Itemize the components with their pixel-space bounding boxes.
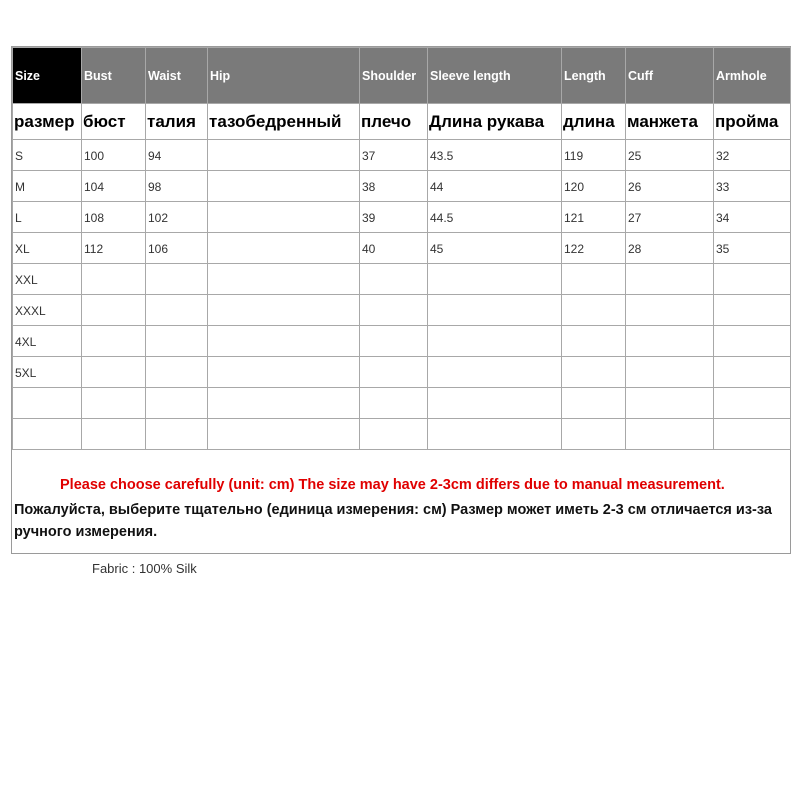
table-cell bbox=[208, 140, 360, 171]
table-cell bbox=[208, 202, 360, 233]
table-row bbox=[13, 388, 791, 419]
table-cell: 94 bbox=[146, 140, 208, 171]
table-cell bbox=[13, 419, 82, 450]
note-russian: Пожалуйста, выберите тщательно (единица измерения: см) Размер может иметь 2-3 см отличается из-за ручного измерения. bbox=[14, 502, 772, 540]
table-cell: 98 bbox=[146, 171, 208, 202]
table-cell: пройма bbox=[714, 104, 791, 140]
table-cell bbox=[714, 419, 791, 450]
table-cell bbox=[82, 388, 146, 419]
table-cell: 108 bbox=[82, 202, 146, 233]
table-cell bbox=[360, 264, 428, 295]
table-cell bbox=[208, 326, 360, 357]
table-cell: Cuff bbox=[626, 48, 714, 104]
fabric-label: Fabric : 100% Silk bbox=[92, 561, 197, 576]
table-cell: 119 bbox=[562, 140, 626, 171]
table-cell bbox=[428, 357, 562, 388]
table-cell bbox=[208, 357, 360, 388]
table-cell: 112 bbox=[82, 233, 146, 264]
table-cell: 44 bbox=[428, 171, 562, 202]
table-cell: плечо bbox=[360, 104, 428, 140]
table-cell bbox=[360, 326, 428, 357]
table-cell bbox=[146, 357, 208, 388]
table-row bbox=[13, 264, 791, 295]
table-row bbox=[13, 295, 791, 326]
table-cell: 39 bbox=[360, 202, 428, 233]
table-cell: 32 bbox=[714, 140, 791, 171]
table-cell bbox=[562, 357, 626, 388]
table-cell: Bust bbox=[82, 48, 146, 104]
table-cell bbox=[82, 357, 146, 388]
table-cell: размер bbox=[13, 104, 82, 140]
table-cell bbox=[428, 388, 562, 419]
table-cell bbox=[562, 388, 626, 419]
table-cell bbox=[208, 264, 360, 295]
table-cell: 44.5 bbox=[428, 202, 562, 233]
table-cell: 104 bbox=[82, 171, 146, 202]
table-cell bbox=[428, 419, 562, 450]
table-cell: Hip bbox=[208, 48, 360, 104]
table-row bbox=[13, 171, 791, 202]
table-cell bbox=[146, 264, 208, 295]
table-cell bbox=[82, 419, 146, 450]
table-cell: 102 bbox=[146, 202, 208, 233]
table-cell bbox=[714, 264, 791, 295]
table-cell: XXXL bbox=[13, 295, 82, 326]
table-cell bbox=[208, 388, 360, 419]
table-cell bbox=[428, 326, 562, 357]
table-cell bbox=[146, 419, 208, 450]
table-cell bbox=[428, 295, 562, 326]
table-cell bbox=[360, 388, 428, 419]
table-cell: талия bbox=[146, 104, 208, 140]
table-cell: 121 bbox=[562, 202, 626, 233]
table-cell bbox=[626, 419, 714, 450]
table-cell: 106 bbox=[146, 233, 208, 264]
table-cell: 120 bbox=[562, 171, 626, 202]
table-cell: Shoulder bbox=[360, 48, 428, 104]
table-cell: длина bbox=[562, 104, 626, 140]
table-row bbox=[13, 233, 791, 264]
table-row bbox=[13, 140, 791, 171]
size-chart bbox=[11, 46, 791, 554]
table-cell: L bbox=[13, 202, 82, 233]
table-cell: 5XL bbox=[13, 357, 82, 388]
table-cell bbox=[208, 295, 360, 326]
table-cell: Length bbox=[562, 48, 626, 104]
table-cell bbox=[146, 326, 208, 357]
table-cell bbox=[82, 264, 146, 295]
table-cell: 38 bbox=[360, 171, 428, 202]
table-row bbox=[13, 357, 791, 388]
table-cell bbox=[714, 295, 791, 326]
header-row-russian bbox=[13, 104, 791, 140]
table-cell bbox=[360, 357, 428, 388]
table-cell: 26 bbox=[626, 171, 714, 202]
table-cell: S bbox=[13, 140, 82, 171]
table-cell bbox=[562, 419, 626, 450]
table-cell bbox=[626, 357, 714, 388]
table-cell bbox=[626, 388, 714, 419]
table-row bbox=[13, 202, 791, 233]
header-row-english bbox=[13, 48, 791, 104]
table-cell: XXL bbox=[13, 264, 82, 295]
table-cell: XL bbox=[13, 233, 82, 264]
table-cell bbox=[82, 326, 146, 357]
table-cell: 40 bbox=[360, 233, 428, 264]
table-row bbox=[13, 419, 791, 450]
table-cell: 27 bbox=[626, 202, 714, 233]
table-cell bbox=[13, 388, 82, 419]
table-cell bbox=[714, 326, 791, 357]
table-cell bbox=[714, 357, 791, 388]
table-cell: 4XL bbox=[13, 326, 82, 357]
table-cell: 45 bbox=[428, 233, 562, 264]
table-cell bbox=[208, 419, 360, 450]
table-cell: 25 bbox=[626, 140, 714, 171]
table-cell: 37 bbox=[360, 140, 428, 171]
table-cell bbox=[626, 295, 714, 326]
table-cell: 43.5 bbox=[428, 140, 562, 171]
table-cell: Sleeve length bbox=[428, 48, 562, 104]
note-english: Please choose carefully (unit: cm) The size may have 2-3cm differs due to manual measurement. bbox=[60, 477, 725, 493]
table-cell bbox=[360, 295, 428, 326]
table-cell: манжета bbox=[626, 104, 714, 140]
table-cell: Длина рукава bbox=[428, 104, 562, 140]
table-cell: 34 bbox=[714, 202, 791, 233]
table-cell: 122 bbox=[562, 233, 626, 264]
table-cell: 33 bbox=[714, 171, 791, 202]
table-cell bbox=[208, 171, 360, 202]
table-cell bbox=[146, 295, 208, 326]
table-cell: 35 bbox=[714, 233, 791, 264]
table-cell: бюст bbox=[82, 104, 146, 140]
table-cell bbox=[360, 419, 428, 450]
table-cell: Size bbox=[13, 48, 82, 104]
table-cell bbox=[562, 326, 626, 357]
table-cell bbox=[82, 295, 146, 326]
table-cell: Waist bbox=[146, 48, 208, 104]
table-cell bbox=[146, 388, 208, 419]
table-cell bbox=[428, 264, 562, 295]
table-cell: тазобедренный bbox=[208, 104, 360, 140]
table-cell bbox=[562, 295, 626, 326]
table-row bbox=[13, 326, 791, 357]
table-cell bbox=[208, 233, 360, 264]
size-table bbox=[12, 47, 791, 450]
table-cell: M bbox=[13, 171, 82, 202]
table-cell bbox=[714, 388, 791, 419]
table-cell: 100 bbox=[82, 140, 146, 171]
table-cell bbox=[562, 264, 626, 295]
table-cell: Armhole bbox=[714, 48, 791, 104]
table-cell bbox=[626, 326, 714, 357]
table-cell: 28 bbox=[626, 233, 714, 264]
table-cell bbox=[626, 264, 714, 295]
